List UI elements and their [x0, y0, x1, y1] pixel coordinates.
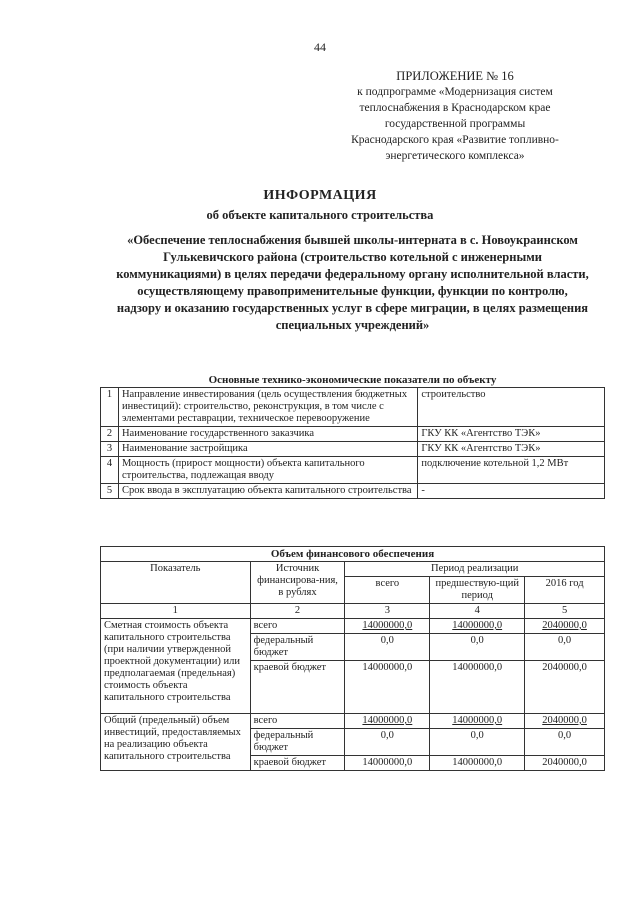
- row-name: Мощность (прирост мощности) объекта капитального строительства, подлежащая вводу: [118, 457, 417, 484]
- appendix-line: государственной программы: [384, 118, 526, 130]
- col-number: 2: [250, 604, 345, 619]
- info-heading: ИНФОРМАЦИЯ: [263, 188, 377, 203]
- page-number: 44: [314, 40, 326, 54]
- fin-total: 0,0: [345, 729, 430, 756]
- tech-title: Основные технико-экономические показатели по объекту: [101, 373, 605, 388]
- fin-previous: 14000000,0: [430, 661, 525, 714]
- appendix-block: [300, 68, 610, 164]
- fin-indicator: Общий (предельный) объем инвестиций, предоставляемых на реализацию объекта капитального строительства: [101, 714, 251, 771]
- row-name: Направление инвестирования (цель осуществления бюджетных инвестиций): строительство, реконструкция, в том числе с элементами реставрации, техническое перевооружение: [118, 388, 417, 427]
- fin-header-source: Источник финансирова-ния, в рублях: [250, 562, 345, 604]
- fin-total: 14000000,0: [345, 661, 430, 714]
- table-row: [101, 442, 605, 457]
- fin-total: 0,0: [345, 634, 430, 661]
- row-number: 2: [101, 427, 119, 442]
- fin-2016: 2040000,0: [525, 756, 605, 771]
- appendix-line: теплоснабжения в Краснодарском крае: [359, 102, 551, 114]
- fin-source: всего: [250, 714, 345, 729]
- fin-header-period: Период реализации: [345, 562, 605, 577]
- table-row: [101, 619, 605, 634]
- info-description: «Обеспечение теплоснабжения бывшей школы-интерната в с. Новоукраинском Гулькевичского района (строительство котельной с инженерными коммуникациями) в целях передачи федеральному органу исполнительной власти, осуществляющему правоприменительные функции, функции по контролю, надзору и оказанию государственных услуг в сфере миграции, в целях размещения специальных учреждений»: [116, 233, 589, 332]
- appendix-line: Краснодарского края «Развитие топливно-: [351, 134, 559, 146]
- fin-total: 14000000,0: [345, 619, 430, 634]
- row-value: строительство: [418, 388, 605, 427]
- fin-2016: 0,0: [525, 729, 605, 756]
- table-row: [101, 714, 605, 729]
- table-row: [101, 457, 605, 484]
- fin-previous: 0,0: [430, 729, 525, 756]
- fin-source: федеральный бюджет: [250, 729, 345, 756]
- row-number: 4: [101, 457, 119, 484]
- row-name: Наименование государственного заказчика: [118, 427, 417, 442]
- finance-table: [100, 546, 605, 771]
- row-value: ГКУ КК «Агентство ТЭК»: [418, 442, 605, 457]
- fin-header-2016: 2016 год: [525, 577, 605, 604]
- fin-source: федеральный бюджет: [250, 634, 345, 661]
- table-row: [101, 388, 605, 427]
- fin-previous: 0,0: [430, 634, 525, 661]
- fin-header-total: всего: [345, 577, 430, 604]
- fin-previous: 14000000,0: [430, 756, 525, 771]
- fin-2016: 2040000,0: [525, 661, 605, 714]
- fin-2016: 2040000,0: [525, 714, 605, 729]
- row-value: -: [418, 484, 605, 499]
- fin-title: Объем финансового обеспечения: [101, 547, 605, 562]
- fin-header-indicator: Показатель: [101, 562, 251, 604]
- fin-indicator: Сметная стоимость объекта капитального строительства (при наличии утвержденной проектной документации) или предполагаемая (предельная) стоимость объекта капитального строительства: [101, 619, 251, 714]
- tech-table: [100, 373, 605, 499]
- fin-source: краевой бюджет: [250, 661, 345, 714]
- col-number: 4: [430, 604, 525, 619]
- row-value: ГКУ КК «Агентство ТЭК»: [418, 427, 605, 442]
- fin-source: всего: [250, 619, 345, 634]
- fin-previous: 14000000,0: [430, 714, 525, 729]
- appendix-title: ПРИЛОЖЕНИЕ № 16: [396, 69, 514, 83]
- row-value: подключение котельной 1,2 МВт: [418, 457, 605, 484]
- fin-2016: 0,0: [525, 634, 605, 661]
- row-number: 3: [101, 442, 119, 457]
- row-number: 5: [101, 484, 119, 499]
- fin-source: краевой бюджет: [250, 756, 345, 771]
- row-name: Наименование застройщика: [118, 442, 417, 457]
- table-row: [101, 427, 605, 442]
- col-number: 5: [525, 604, 605, 619]
- info-subheading: об объекте капитального строительства: [206, 208, 434, 222]
- table-row: [101, 484, 605, 499]
- appendix-line: энергетического комплекса»: [385, 150, 525, 162]
- fin-total: 14000000,0: [345, 756, 430, 771]
- row-number: 1: [101, 388, 119, 427]
- fin-header-previous: предшествую-щий период: [430, 577, 525, 604]
- col-number: 1: [101, 604, 251, 619]
- fin-total: 14000000,0: [345, 714, 430, 729]
- fin-previous: 14000000,0: [430, 619, 525, 634]
- row-name: Срок ввода в эксплуатацию объекта капитального строительства: [118, 484, 417, 499]
- col-number: 3: [345, 604, 430, 619]
- appendix-line: к подпрограмме «Модернизация систем: [357, 86, 553, 98]
- fin-2016: 2040000,0: [525, 619, 605, 634]
